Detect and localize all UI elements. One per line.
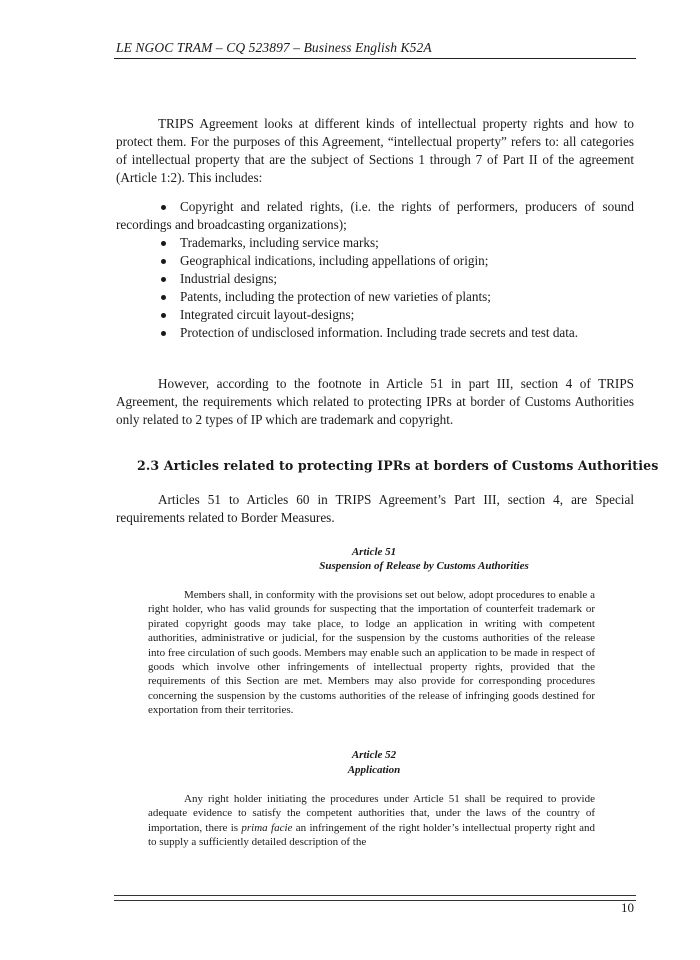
list-item: Industrial designs; bbox=[116, 270, 634, 288]
header-divider bbox=[114, 58, 636, 59]
bullet-icon bbox=[161, 313, 166, 318]
article-51-title: Suspension of Release by Customs Authorities bbox=[319, 560, 529, 572]
article-52-title: Application bbox=[347, 764, 401, 776]
bullet-icon bbox=[161, 295, 166, 300]
footnote-paragraph: However, according to the footnote in Article 51 in part III, section 4 of TRIPS Agreement, the requirements which related to protecting IPRs at border of Customs Authorities only related to 2 types of IP which are trademark and copyright. bbox=[116, 376, 634, 427]
section-intro-block bbox=[116, 491, 634, 527]
list-item: Integrated circuit layout-designs; bbox=[116, 306, 634, 324]
footer-divider bbox=[114, 895, 636, 901]
footnote-block bbox=[116, 375, 634, 429]
bullet-icon bbox=[161, 277, 166, 282]
list-item: Protection of undisclosed information. Including trade secrets and test data. bbox=[116, 324, 634, 342]
bullet-icon bbox=[161, 331, 166, 336]
page-number: 10 bbox=[621, 900, 634, 915]
article-52-number: Article 52 bbox=[351, 749, 397, 761]
ip-category-list bbox=[116, 198, 634, 342]
bullet-icon bbox=[161, 259, 166, 264]
intro-paragraph: TRIPS Agreement looks at different kinds of intellectual property rights and how to protect them. For the purposes of this Agreement, “intellectual property” refers to: all categories of intellectual property that are the subject of Sections 1 through 7 of Part II of the agreement (Article 1:2). This includes: bbox=[116, 116, 634, 185]
intro-block bbox=[116, 115, 634, 187]
running-header: LE NGOC TRAM – CQ 523897 – Business English K52A bbox=[116, 40, 432, 55]
latin-term: prima facie bbox=[241, 821, 293, 834]
bullet-icon bbox=[161, 241, 166, 246]
section-heading: 2.3 Articles related to protecting IPRs at borders of Customs Authorities bbox=[137, 458, 659, 473]
list-item: Copyright and related rights, (i.e. the rights of performers, producers of sound recordings and broadcasting organizations); bbox=[116, 199, 634, 232]
article-52-text: Any right holder initiating the procedures under Article 51 shall be required to provide adequate evidence to satisfy the competent authorities that, under the laws of the country of importation, there is prima facie an infringement of the right holder’s intellectual property right and to supply a sufficiently detailed description of the bbox=[148, 793, 595, 849]
list-item: Patents, including the protection of new varieties of plants; bbox=[116, 288, 634, 306]
list-item: Trademarks, including service marks; bbox=[116, 234, 634, 252]
article-51-text: Members shall, in conformity with the provisions set out below, adopt procedures to enable a right holder, who has valid grounds for suspecting that the importation of counterfeit trademark or pirated copyright goods may take place, to lodge an application in writing with competent authorities, administrative or judicial, for the suspension by the customs authorities of the release into free circulation of such goods. Members may enable such an application to be made in respect of goods which involve other infringements of intellectual property rights, provided that the requirements of this Section are met. Members may also provide for corresponding procedures concerning the suspension by the customs authorities of the release of infringing goods destined for exportation from their territories. bbox=[148, 589, 595, 717]
section-paragraph: Articles 51 to Articles 60 in TRIPS Agreement’s Part III, section 4, are Special requirements related to Border Measures. bbox=[116, 492, 634, 525]
list-item: Geographical indications, including appellations of origin; bbox=[116, 252, 634, 270]
article-51-number: Article 51 bbox=[351, 546, 397, 558]
bullet-icon bbox=[161, 205, 166, 210]
